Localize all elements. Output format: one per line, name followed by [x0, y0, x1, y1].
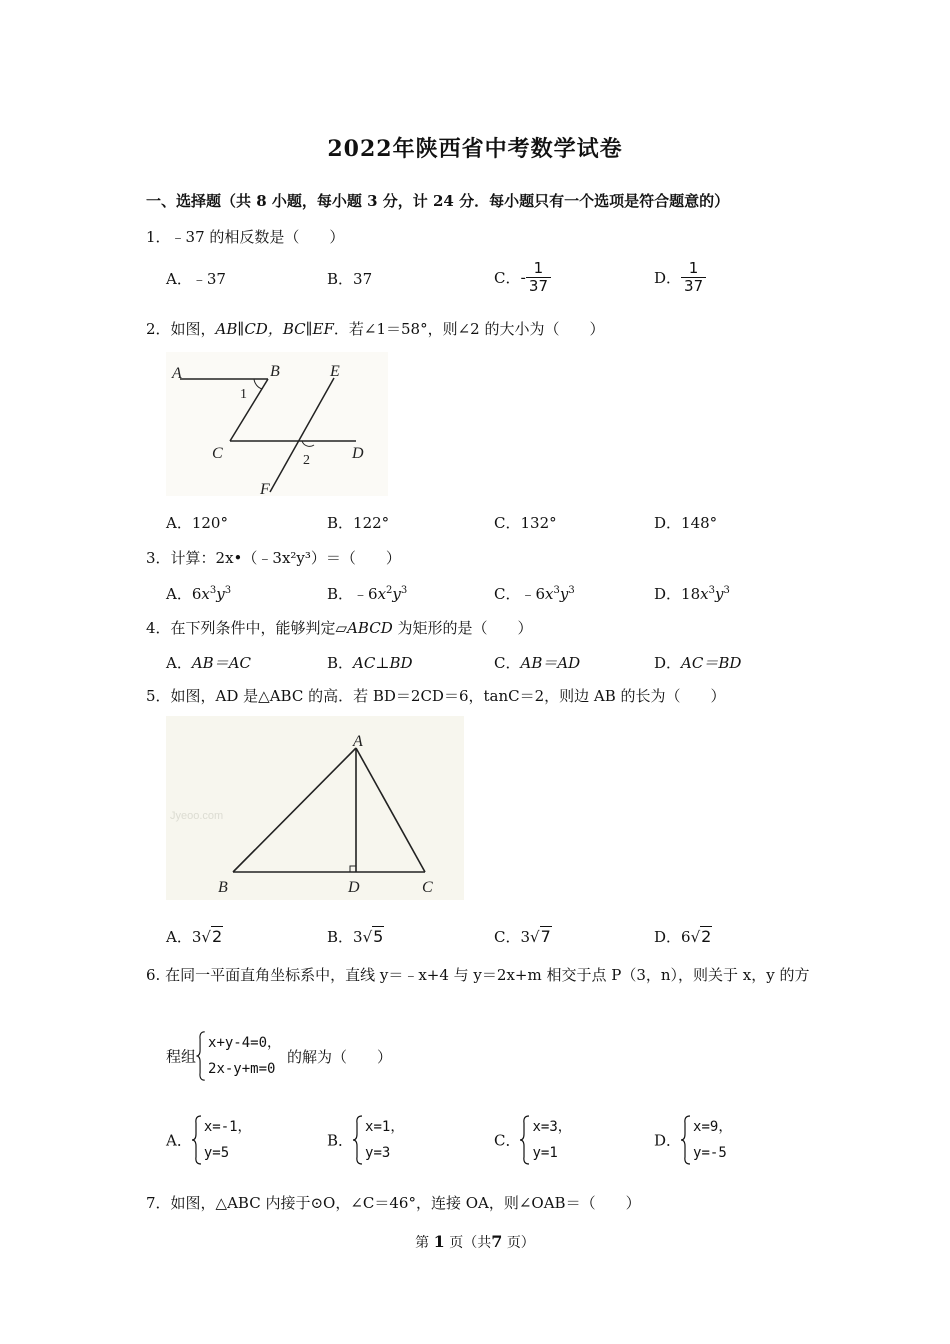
q6-option-c: C． x=3， y=1 [494, 1114, 572, 1166]
section-heading: 一、选择题（共 8 小题，每小题 3 分，计 24 分．每小题只有一个选项是符合题意的） [146, 192, 730, 210]
q2-label-c: C [212, 445, 223, 462]
q4-option-d: D．AC＝BD [654, 654, 742, 672]
question-5-stem: 5．如图，AD 是△ABC 的高．若 BD＝2CD＝6，tanC＝2，则边 AB 的长为（ ） [146, 687, 726, 705]
question-2-stem: 2．如图，AB∥CD，BC∥EF．若∠1＝58°，则∠2 的大小为（ ） [146, 320, 605, 338]
q6-option-a: A． x=-1， y=5 [166, 1114, 252, 1166]
q1-option-c: C．- $\frac{1}{37}$ [494, 260, 551, 295]
q3-option-d: D．$18x^3y^3$ [654, 585, 730, 603]
question-7-stem: 7．如图，△ABC 内接于⊙O，∠C＝46°，连接 OA，则∠OAB＝（ ） [146, 1194, 641, 1212]
question-4-stem: 4．在下列条件中，能够判定▱ABCD 为矩形的是（ ） [146, 619, 533, 637]
q5-label-d: D [348, 879, 360, 896]
q6-option-d: D． x=9， y=-5 [654, 1114, 732, 1166]
q5-label-a: A [353, 733, 363, 750]
q2-label-angle1: 1 [240, 387, 247, 402]
q2-label-a: A [172, 365, 182, 382]
q2-option-d: D．148° [654, 514, 718, 532]
q6-option-b: B． x=1， y=3 [327, 1114, 404, 1166]
q1-option-a: A．﹣37 [166, 270, 226, 288]
q5-option-b: B．3√5 [327, 927, 384, 946]
page-title: 2022年陕西省中考数学试卷 [327, 136, 623, 162]
question-1-stem: 1．﹣37 的相反数是（ ） [146, 228, 345, 246]
q1-option-d: D． $\frac{1}{37}$ [654, 260, 706, 295]
q2-label-angle2: 2 [303, 453, 310, 468]
q5-option-a: A．3√2 [166, 927, 223, 946]
q2-option-c: C．132° [494, 514, 557, 532]
q2-label-e: E [330, 363, 340, 380]
q3-option-a: A．$6x^3y^3$ [166, 585, 232, 603]
q2-label-d: D [352, 445, 364, 462]
q2-option-b: B．122° [327, 514, 390, 532]
q5-figure [166, 716, 464, 900]
q1-option-b: B．37 [327, 270, 373, 288]
q5-option-c: C．3√7 [494, 927, 551, 946]
q5-label-b: B [218, 879, 228, 896]
q5-watermark: Jyeoo.com [170, 810, 224, 822]
q5-label-c: C [422, 879, 433, 896]
q6-equation-system: x+y-4=0， 2x-y+m=0 [196, 1030, 281, 1082]
q2-label-f: F [260, 481, 270, 496]
q2-option-a: A．120° [166, 514, 228, 532]
q3-option-b: B．$﹣6x^2y^3$ [327, 585, 408, 603]
page-footer: 第 1 页（共7 页） [415, 1232, 535, 1251]
q3-option-c: C．$﹣6x^3y^3$ [494, 585, 575, 603]
question-6-stem: 6. 在同一平面直角坐标系中，直线 y＝﹣x+4 与 y＝2x+m 相交于点 P（3，n），则关于 x，y 的方 [146, 966, 810, 984]
question-3-stem: 3．计算：2x•（﹣3x²y³）＝（ ） [146, 549, 401, 567]
q2-label-b: B [270, 363, 280, 380]
q5-option-d: D．6√2 [654, 927, 712, 946]
q4-option-b: B．AC⊥BD [327, 654, 413, 672]
q4-option-a: A．AB＝AC [166, 654, 252, 672]
question-6-system-line: 程组 x+y-4=0， 2x-y+m=0 的解为（ ） [166, 1030, 392, 1082]
q4-option-c: C．AB＝AD [494, 654, 581, 672]
q2-figure [166, 352, 388, 496]
